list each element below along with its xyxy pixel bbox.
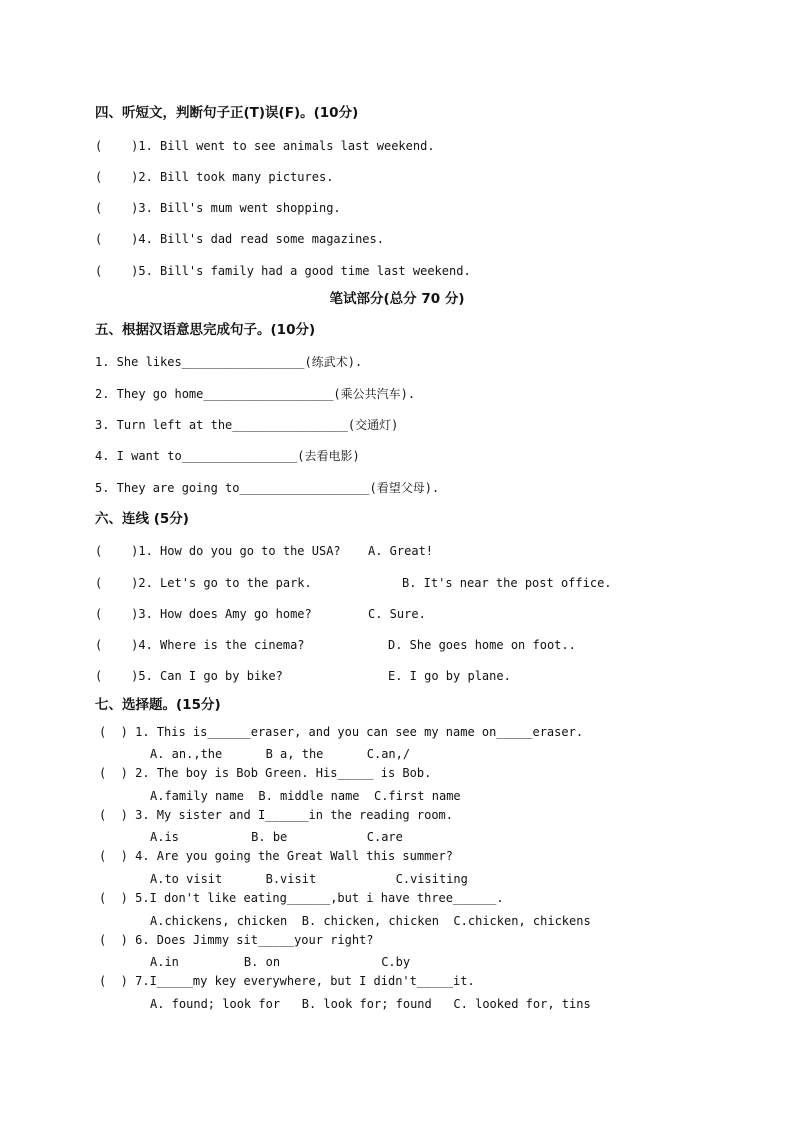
written-part-title: 笔试部分(总分 70 分) xyxy=(329,291,465,307)
section6-answer: D. She goes home on foot.. xyxy=(388,638,576,652)
section6-question: ( )5. Can I go by bike? xyxy=(95,669,283,683)
section5-item: 1. She likes_________________(练武术). xyxy=(95,355,363,369)
section6-question: ( )1. How do you go to the USA? xyxy=(95,544,341,558)
section6-answer: C. Sure. xyxy=(368,607,426,621)
section5-item: 3. Turn left at the________________(交通灯) xyxy=(95,418,399,432)
section7-options: A.family name B. middle name C.first name xyxy=(150,789,461,803)
section4-item: ( )3. Bill's mum went shopping. xyxy=(95,201,341,215)
section7-options: A.chickens, chicken B. chicken, chicken C.chicken, chickens xyxy=(150,914,591,928)
section7-question: ( ) 4. Are you going the Great Wall this summer? xyxy=(99,849,454,863)
section5-item: 2. They go home__________________(乘公共汽车). xyxy=(95,387,416,401)
section7-question: ( ) 3. My sister and I______in the reading room. xyxy=(99,808,454,822)
section6-question: ( )4. Where is the cinema? xyxy=(95,638,305,652)
section7-options: A.in B. on C.by xyxy=(150,955,411,969)
section7-question: ( ) 7.I_____my key everywhere, but I didn't_____it. xyxy=(99,974,475,988)
section4-item: ( )4. Bill's dad read some magazines. xyxy=(95,232,384,246)
section4-item: ( )2. Bill took many pictures. xyxy=(95,170,334,184)
section7-options: A. found; look for B. look for; found C. looked for, tins xyxy=(150,997,591,1011)
section7-options: A. an.,the B a, the C.an,/ xyxy=(150,747,411,761)
section6-question: ( )2. Let's go to the park. xyxy=(95,576,312,590)
section4-item: ( )5. Bill's family had a good time last weekend. xyxy=(95,264,471,278)
section4-title: 四、听短文，判断句子正(T)误(F)。(10分) xyxy=(95,105,359,121)
section6-title: 六、连线 (5分) xyxy=(95,511,189,527)
section6-answer: A. Great! xyxy=(368,544,434,558)
section5-item: 4. I want to________________(去看电影) xyxy=(95,449,360,463)
section4-item: ( )1. Bill went to see animals last weekend. xyxy=(95,139,435,153)
section7-question: ( ) 2. The boy is Bob Green. His_____ is Bob. xyxy=(99,766,432,780)
section7-title: 七、选择题。(15分) xyxy=(95,697,221,713)
section6-question: ( )3. How does Amy go home? xyxy=(95,607,312,621)
section6-answer: E. I go by plane. xyxy=(388,669,511,683)
section5-title: 五、根据汉语意思完成句子。(10分) xyxy=(95,322,316,338)
section5-item: 5. They are going to__________________(看望父母). xyxy=(95,481,440,495)
section6-answer: B. It's near the post office. xyxy=(402,576,612,590)
section7-question: ( ) 5.I don't like eating______,but i have three______. xyxy=(99,891,504,905)
section7-options: A.is B. be C.are xyxy=(150,830,403,844)
section7-question: ( ) 1. This is______eraser, and you can see my name on_____eraser. xyxy=(99,725,584,739)
section7-options: A.to visit B.visit C.visiting xyxy=(150,872,468,886)
section7-question: ( ) 6. Does Jimmy sit_____your right? xyxy=(99,933,374,947)
